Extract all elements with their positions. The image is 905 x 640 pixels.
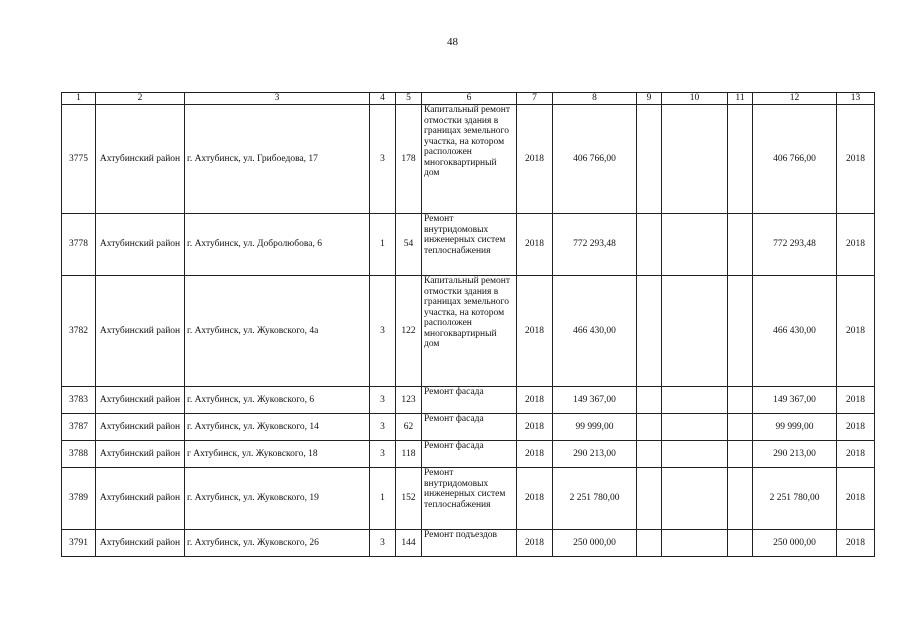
table-row (62, 387, 875, 414)
column-number: 12 (753, 93, 837, 105)
col5-cell: 123 (396, 387, 422, 414)
address-cell: г Ахтубинск, ул. Жуковского, 18 (185, 441, 370, 468)
table-row (62, 441, 875, 468)
col10-cell (662, 105, 728, 214)
address-cell: г. Ахтубинск, ул. Грибоедова, 17 (185, 105, 370, 214)
row-id: 3782 (62, 276, 96, 387)
row-id: 3788 (62, 441, 96, 468)
col11-cell (728, 276, 753, 387)
work-type-cell: Ремонт фасада (422, 414, 517, 441)
column-number: 8 (553, 93, 637, 105)
year-cell: 2018 (517, 468, 553, 530)
row-id: 3775 (62, 105, 96, 214)
year-cell: 2018 (517, 105, 553, 214)
col13-cell: 2018 (837, 414, 875, 441)
col9-cell (637, 441, 662, 468)
district-cell: Ахтубинский район (96, 414, 185, 441)
work-type-cell: Ремонт подъездов (422, 530, 517, 557)
col5-cell: 144 (396, 530, 422, 557)
row-id: 3778 (62, 214, 96, 276)
year-cell: 2018 (517, 414, 553, 441)
district-cell: Ахтубинский район (96, 214, 185, 276)
year-cell: 2018 (517, 530, 553, 557)
cost-cell: 99 999,00 (553, 414, 637, 441)
column-number: 4 (370, 93, 396, 105)
col10-cell (662, 414, 728, 441)
column-number: 13 (837, 93, 875, 105)
year-cell: 2018 (517, 214, 553, 276)
col9-cell (637, 414, 662, 441)
work-type-cell: Ремонт внутридомовых инженерных систем теплоснабжения (422, 468, 517, 530)
column-number: 5 (396, 93, 422, 105)
total-cost-cell: 772 293,48 (753, 214, 837, 276)
column-number: 6 (422, 93, 517, 105)
column-number: 9 (637, 93, 662, 105)
row-id: 3791 (62, 530, 96, 557)
cost-cell: 250 000,00 (553, 530, 637, 557)
col13-cell: 2018 (837, 276, 875, 387)
col10-cell (662, 441, 728, 468)
address-cell: г. Ахтубинск, ул. Добролюбова, 6 (185, 214, 370, 276)
column-number: 7 (517, 93, 553, 105)
col5-cell: 178 (396, 105, 422, 214)
col11-cell (728, 530, 753, 557)
col4-cell: 3 (370, 387, 396, 414)
col9-cell (637, 530, 662, 557)
cost-cell: 406 766,00 (553, 105, 637, 214)
district-cell: Ахтубинский район (96, 105, 185, 214)
col5-cell: 152 (396, 468, 422, 530)
work-type-cell: Капитальный ремонт отмостки здания в границах земельного участка, на котором расположен многоквартирный дом (422, 276, 517, 387)
col5-cell: 122 (396, 276, 422, 387)
col13-cell: 2018 (837, 530, 875, 557)
col4-cell: 3 (370, 530, 396, 557)
col4-cell: 3 (370, 441, 396, 468)
cost-cell: 2 251 780,00 (553, 468, 637, 530)
col9-cell (637, 105, 662, 214)
page-number: 48 (447, 36, 458, 48)
col9-cell (637, 387, 662, 414)
column-number-row (62, 93, 875, 105)
year-cell: 2018 (517, 387, 553, 414)
work-type-cell: Ремонт внутридомовых инженерных систем теплоснабжения (422, 214, 517, 276)
capital-repair-table (61, 92, 875, 557)
column-number: 11 (728, 93, 753, 105)
col11-cell (728, 441, 753, 468)
district-cell: Ахтубинский район (96, 276, 185, 387)
column-number: 10 (662, 93, 728, 105)
total-cost-cell: 250 000,00 (753, 530, 837, 557)
col13-cell: 2018 (837, 214, 875, 276)
address-cell: г. Ахтубинск, ул. Жуковского, 26 (185, 530, 370, 557)
col4-cell: 1 (370, 468, 396, 530)
col10-cell (662, 530, 728, 557)
total-cost-cell: 466 430,00 (753, 276, 837, 387)
col11-cell (728, 387, 753, 414)
column-number: 3 (185, 93, 370, 105)
table-row (62, 414, 875, 441)
col11-cell (728, 468, 753, 530)
total-cost-cell: 99 999,00 (753, 414, 837, 441)
col13-cell: 2018 (837, 441, 875, 468)
district-cell: Ахтубинский район (96, 468, 185, 530)
column-number: 2 (96, 93, 185, 105)
col9-cell (637, 214, 662, 276)
col13-cell: 2018 (837, 387, 875, 414)
col13-cell: 2018 (837, 468, 875, 530)
col4-cell: 3 (370, 105, 396, 214)
col10-cell (662, 276, 728, 387)
year-cell: 2018 (517, 276, 553, 387)
address-cell: г. Ахтубинск, ул. Жуковского, 14 (185, 414, 370, 441)
cost-cell: 466 430,00 (553, 276, 637, 387)
address-cell: г. Ахтубинск, ул. Жуковского, 19 (185, 468, 370, 530)
col5-cell: 62 (396, 414, 422, 441)
col5-cell: 118 (396, 441, 422, 468)
col10-cell (662, 214, 728, 276)
table-row (62, 214, 875, 276)
district-cell: Ахтубинский район (96, 441, 185, 468)
row-id: 3789 (62, 468, 96, 530)
address-cell: г. Ахтубинск, ул. Жуковского, 4а (185, 276, 370, 387)
col9-cell (637, 276, 662, 387)
column-number: 1 (62, 93, 96, 105)
work-type-cell: Капитальный ремонт отмостки здания в границах земельного участка, на котором расположен многоквартирный дом (422, 105, 517, 214)
total-cost-cell: 290 213,00 (753, 441, 837, 468)
col13-cell: 2018 (837, 105, 875, 214)
work-type-cell: Ремонт фасада (422, 387, 517, 414)
table-row (62, 468, 875, 530)
row-id: 3783 (62, 387, 96, 414)
district-cell: Ахтубинский район (96, 387, 185, 414)
cost-cell: 772 293,48 (553, 214, 637, 276)
total-cost-cell: 406 766,00 (753, 105, 837, 214)
total-cost-cell: 149 367,00 (753, 387, 837, 414)
col4-cell: 1 (370, 214, 396, 276)
table-row (62, 105, 875, 214)
table-row (62, 276, 875, 387)
cost-cell: 290 213,00 (553, 441, 637, 468)
col11-cell (728, 414, 753, 441)
col9-cell (637, 468, 662, 530)
row-id: 3787 (62, 414, 96, 441)
col11-cell (728, 214, 753, 276)
col4-cell: 3 (370, 276, 396, 387)
cost-cell: 149 367,00 (553, 387, 637, 414)
col11-cell (728, 105, 753, 214)
district-cell: Ахтубинский район (96, 530, 185, 557)
col10-cell (662, 468, 728, 530)
table-row (62, 530, 875, 557)
work-type-cell: Ремонт фасада (422, 441, 517, 468)
year-cell: 2018 (517, 441, 553, 468)
col4-cell: 3 (370, 414, 396, 441)
total-cost-cell: 2 251 780,00 (753, 468, 837, 530)
address-cell: г. Ахтубинск, ул. Жуковского, 6 (185, 387, 370, 414)
col5-cell: 54 (396, 214, 422, 276)
col10-cell (662, 387, 728, 414)
